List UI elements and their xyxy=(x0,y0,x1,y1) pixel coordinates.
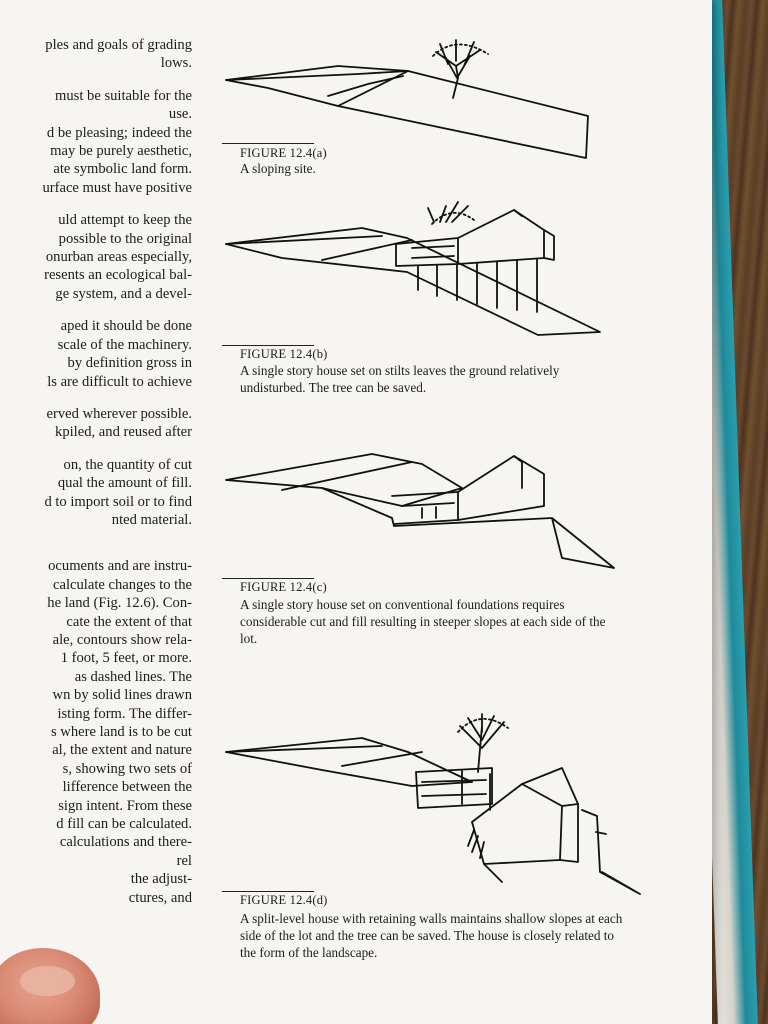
paragraph-gap xyxy=(0,391,192,405)
body-text-line: kpiled, and reused after xyxy=(55,424,192,441)
body-text-line: must be suitable for the xyxy=(55,87,192,104)
body-text-line: possible to the original xyxy=(58,230,192,247)
figure-label: FIGURE 12.4(c) xyxy=(240,580,327,594)
body-text-line: urface must have positive xyxy=(42,179,192,196)
body-text-line: he land (Fig. 12.6). Con- xyxy=(47,595,192,612)
body-text-line: ples and goals of grading xyxy=(45,37,192,53)
figure-rule xyxy=(222,345,314,346)
body-text-line: erved wherever possible. xyxy=(46,405,192,422)
figure-label: FIGURE 12.4(a) xyxy=(240,146,327,160)
body-text-line: wn by solid lines drawn xyxy=(52,687,192,704)
body-text-line: aped it should be done xyxy=(60,318,192,335)
figure-caption: A single story house set on stilts leaves the ground relatively undisturbed. The tree can be saved. xyxy=(240,363,560,395)
figure-caption: A split-level house with retaining walls maintains shallow slopes at each side of the lot and the tree can be saved. The house is closely related to the form of the landscape. xyxy=(240,911,623,960)
body-text-line: uld attempt to keep the xyxy=(58,212,192,229)
thumb-nail xyxy=(20,966,75,996)
body-text-line: nted material. xyxy=(111,511,192,528)
figure-12-4d-split-level-house-drawing xyxy=(222,712,642,897)
body-text-column xyxy=(0,36,192,907)
body-text-line: cate the extent of that xyxy=(66,613,192,630)
figure-12-4b-house-on-stilts-drawing xyxy=(222,200,607,345)
body-text-line: 1 foot, 5 feet, or more. xyxy=(60,650,192,667)
body-text-line: use. xyxy=(168,106,192,123)
body-text-line: ctures, and xyxy=(128,889,192,906)
body-text-line: d be pleasing; indeed the xyxy=(46,124,192,141)
figure-caption: A sloping site. xyxy=(240,161,316,176)
body-text-line: ge system, and a devel- xyxy=(55,285,192,302)
body-text-line: ale, contours show rela- xyxy=(52,631,192,648)
body-text-line: ls are difficult to achieve xyxy=(47,373,192,390)
body-text-line: on, the quantity of cut xyxy=(63,456,192,473)
figure-rule xyxy=(222,891,314,892)
paragraph-gap xyxy=(0,303,192,317)
body-text-line: scale of the machinery. xyxy=(57,336,192,353)
body-text-line: s, showing two sets of xyxy=(62,760,192,777)
body-text-line: sign intent. From these xyxy=(58,797,192,814)
body-text-line: lows. xyxy=(160,55,192,72)
figure-12-4c-house-on-foundations-drawing xyxy=(222,448,622,578)
figure-caption: A single story house set on conventional foundations requires considerable cut and fill resulting in steeper slopes at each side of the lot. xyxy=(240,597,606,646)
paragraph-gap xyxy=(0,543,192,557)
body-text-line: the adjust- xyxy=(130,871,192,888)
body-text-line: s where land is to be cut xyxy=(50,724,192,740)
paragraph-gap xyxy=(0,197,192,211)
figure-rule xyxy=(222,143,314,144)
paragraph-gap xyxy=(0,442,192,456)
body-text-line: calculations and there- xyxy=(59,834,192,851)
body-text-line: as dashed lines. The xyxy=(74,668,192,685)
body-text-line: isting form. The differ- xyxy=(57,705,192,722)
body-text-line: may be purely aesthetic, xyxy=(50,143,192,160)
body-text-line: d fill can be calculated. xyxy=(56,816,192,833)
figure-label: FIGURE 12.4(d) xyxy=(240,893,328,907)
figure-rule xyxy=(222,578,314,579)
figure-label: FIGURE 12.4(b) xyxy=(240,347,328,361)
paragraph-gap xyxy=(0,73,192,87)
body-text-line: al, the extent and nature xyxy=(52,742,192,759)
body-text-line: d to import soil or to find xyxy=(44,493,192,510)
body-text-line: by definition gross in xyxy=(67,355,192,372)
body-text-line: rel xyxy=(176,852,192,869)
body-text-line: resents an ecological bal- xyxy=(44,267,192,284)
body-text-line: onurban areas especially, xyxy=(45,249,192,266)
paragraph-gap xyxy=(0,529,192,543)
body-text-line: ocuments and are instru- xyxy=(48,558,192,575)
body-text-line: calculate changes to the xyxy=(53,576,192,593)
body-text-line: qual the amount of fill. xyxy=(57,475,192,492)
body-text-line: lifference between the xyxy=(62,779,192,796)
body-text-line: ate symbolic land form. xyxy=(53,161,192,178)
